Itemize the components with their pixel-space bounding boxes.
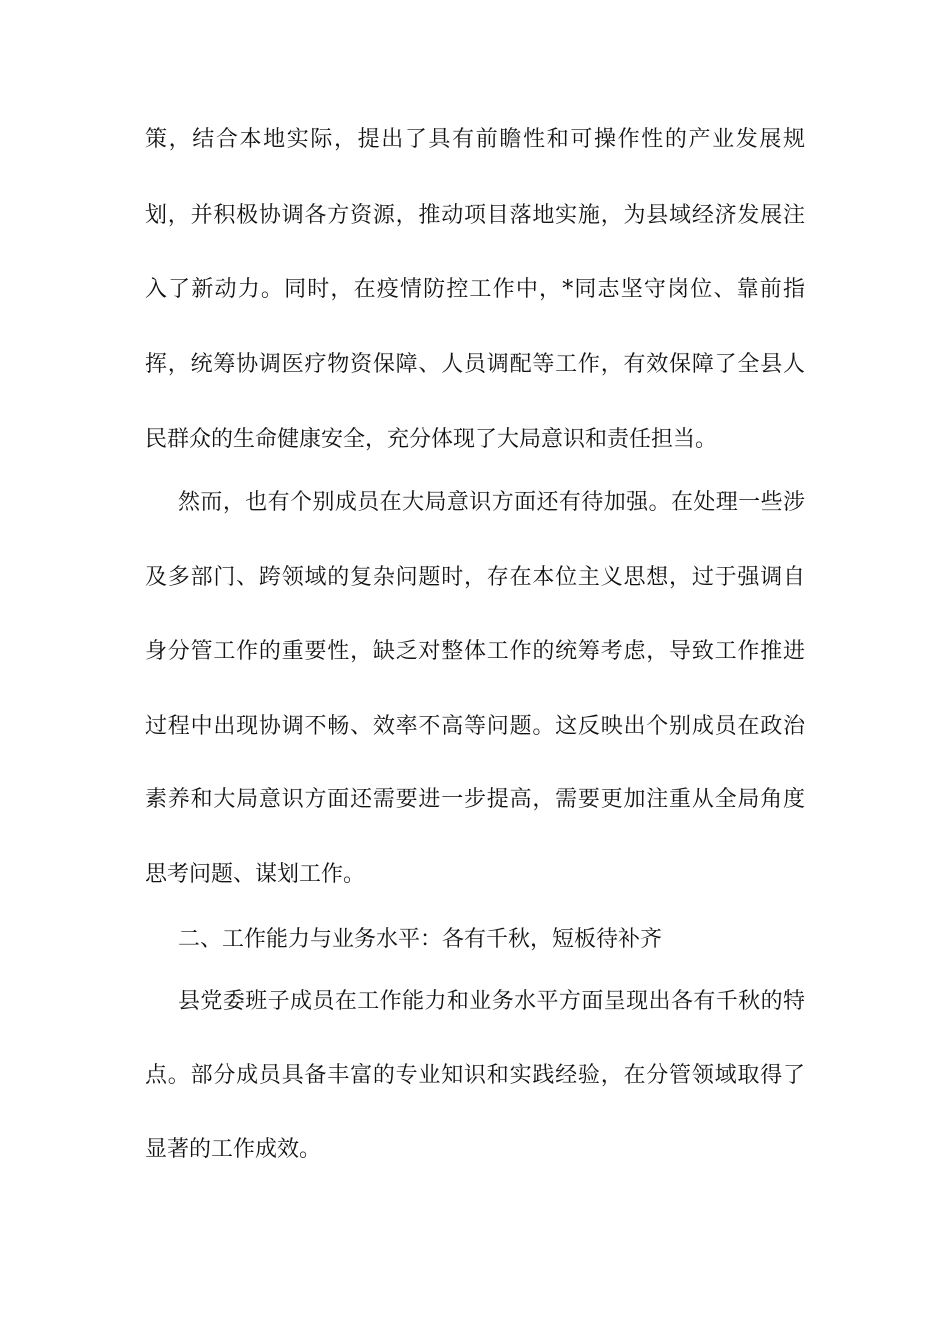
- text-line: 民群众的生命健康安全，充分体现了大局意识和责任担当。: [145, 427, 718, 452]
- text-line: 思考问题、谋划工作。: [145, 862, 366, 887]
- text-line: 挥，统筹协调医疗物资保障、人员调配等工作，有效保障了全县人: [145, 352, 805, 377]
- text-line: 入了新动力。同时，在疫情防控工作中，*同志坚守岗位、靠前指: [145, 277, 805, 302]
- text-line: 划，并积极协调各方资源，推动项目落地实施，为县域经济发展注: [145, 203, 805, 228]
- text-line: 显著的工作成效。: [145, 1137, 322, 1162]
- text-line: 点。部分成员具备丰富的专业知识和实践经验，在分管领域取得了: [145, 1063, 805, 1088]
- section-heading: 二、工作能力与业务水平：各有千秋，短板待补齐: [178, 927, 663, 952]
- text-line: 素养和大局意识方面还需要进一步提高，需要更加注重从全局角度: [145, 787, 805, 812]
- text-line: 及多部门、跨领域的复杂问题时，存在本位主义思想，过于强调自: [145, 565, 805, 590]
- text-line: 县党委班子成员在工作能力和业务水平方面呈现出各有千秋的特: [178, 989, 805, 1014]
- text-line: 策，结合本地实际，提出了具有前瞻性和可操作性的产业发展规: [145, 127, 805, 152]
- text-line: 身分管工作的重要性，缺乏对整体工作的统筹考虑，导致工作推进: [145, 639, 805, 664]
- text-line: 过程中出现协调不畅、效率不高等问题。这反映出个别成员在政治: [145, 714, 805, 739]
- text-line: 然而，也有个别成员在大局意识方面还有待加强。在处理一些涉: [178, 490, 805, 515]
